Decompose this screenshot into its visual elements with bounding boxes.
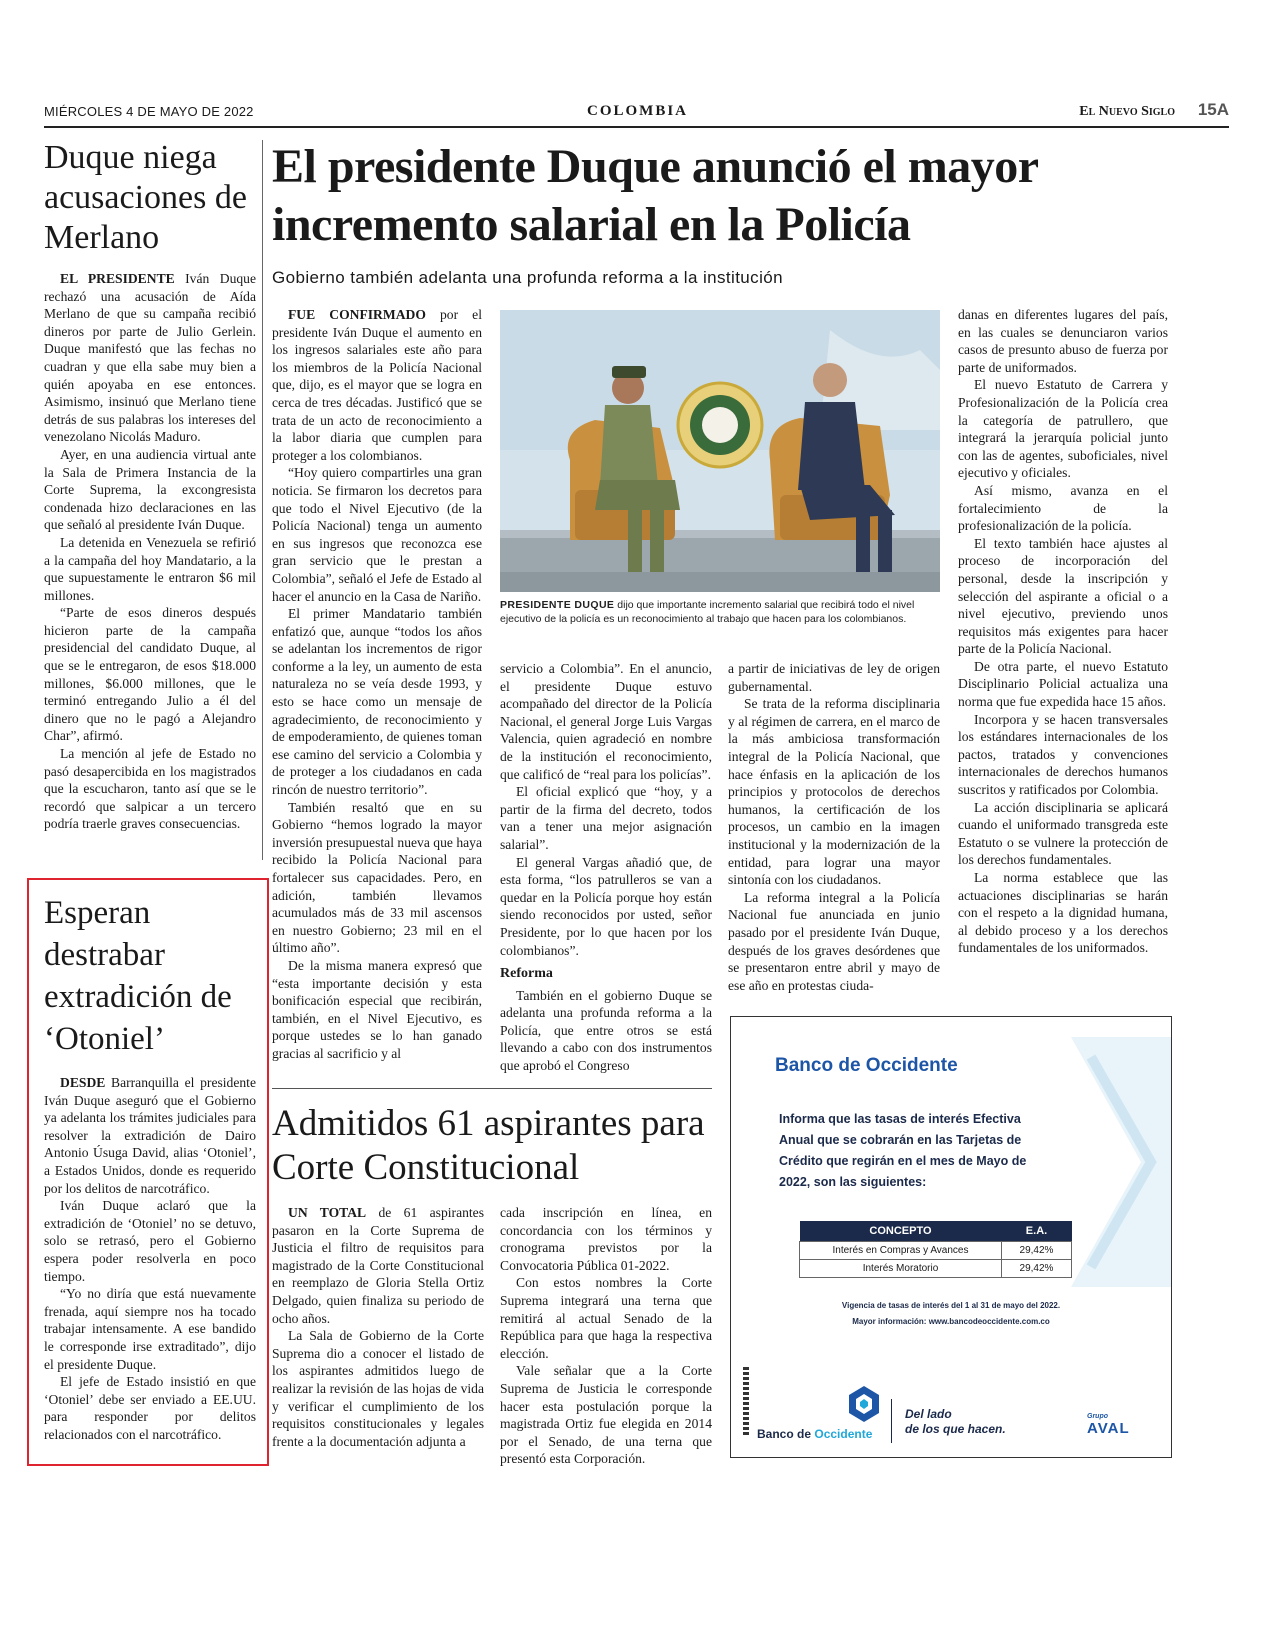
- ad-divider: [891, 1399, 892, 1443]
- ad-brand-title: Banco de Occidente: [775, 1055, 958, 1076]
- ad-footer-brand: Banco de Occidente: [757, 1427, 873, 1441]
- bank-advertisement: [730, 1016, 1172, 1458]
- group-aval-logo: Grupo AVAL: [1087, 1413, 1130, 1437]
- sidebar-story: [44, 138, 256, 833]
- table-header-concept: CONCEPTO: [800, 1221, 1002, 1242]
- photo-illustration: [500, 310, 940, 592]
- sidebar-lead: EL PRESIDENTE: [60, 271, 175, 286]
- column-divider: [262, 140, 263, 860]
- ad-body-text: Informa que las tasas de interés Efectiva Anual que se cobrarán en las Tarjetas de Crédito que regirán en el mes de Mayo de 2022, son las siguientes:: [779, 1112, 1027, 1189]
- table-row: Interés Moratorio 29,42%: [800, 1260, 1072, 1278]
- bank-logo-icon: [847, 1385, 881, 1423]
- main-col-1: FUE CONFIRMADO por el presidente Iván Duque el aumento en los ingresos salariales este año para los miembros de la Policía Nacional que, dijo, es el mayor que se logra en cerca de tres décadas. Justificó que se trata de un acto de reconocimiento a la labor diaria que cumplen para proteger a los colombianos. “Hoy quiero compartirles una gran noticia. Se firmaron los decretos para que todo el Nivel Ejecutivo (de la Policía Nacional) tenga un aumento en sus ingresos que reconozca ese gran servicio que le prestan a Colombia”, señaló el Jefe de Estado al hacer el anuncio en la Casa de Nariño. El primer Mandatario también enfatizó que, aunque “todos los años se adelantan los incrementos de rigor conforme a la ley, un aumento de esta naturaleza no se veía desde 1993, y esto se hace como un mensaje de agradecimiento, de reconocimiento y de empoderamiento, de quienes toman ese camino del servicio a Colombia y de proteger a los ciudadanos en cada rincón de nuestro territorio”. También resaltó que en su Gobierno “hemos logrado la mayor inversión presupuestal nueva que haya recibido la Policía Nacional para fortalecer sus capacidades. Pero, en adición, también llevamos acumulados más de 33 mil ascensos en nuestro Gobierno; 23 mil en el último año”. De la misma manera expresó que “esta importante decisión y esta bonificación especial que recibirán, también, en el Nivel Ejecutivo, es porque ustedes se lo han ganado gracias al sacrificio y al: [272, 307, 482, 1061]
- court-col-2: cada inscripción en línea, en concordancia con los términos y cronograma previstos por la Convocatoria Pública 01-2022. Con estos nombres la Corte Suprema integrará una terna que remitirá al actual Senado de la República para que haga la respectiva elección. Vale señalar que a la Corte Suprema de Justicia le corresponde hacer esta postulación porque la magistrada Ortiz fue elegida en 2014 por el Senado, de una terna que presentó esta Corporación.: [500, 1205, 712, 1467]
- main-col-2: servicio a Colombia”. En el anuncio, el presidente Duque estuvo acompañado del director de la Policía Nacional, el general Jorge Luis Vargas Valencia, quien agradeció en nombre de la institución el reconocimiento, que calificó de “real para los policías”. El oficial explicó que “hoy, y a partir de la firma del decreto, todos van a tener una mejor asignación salarial”. El general Vargas añadió que, de esta forma, “los patrulleros se van a quedar en la Policía porque hoy están siendo reconocidos por usted, señor Presidente, por lo que hacen por los colombianos”. Reforma También en el gobierno Duque se adelanta una profunda reforma a la Policía, que entre otros se está llevando a cabo con dos instrumentos que aprobó el Congreso: [500, 661, 712, 1074]
- court-col-1: UN TOTAL de 61 aspirantes pasaron en la Corte Suprema de Justicia el filtro de requisitos para magistrado de la Corte Constitucional en reemplazo de Gloria Stella Ortiz Delgado, quien finaliza su periodo de ocho años. La Sala de Gobierno de la Corte Suprema dio a conocer el listado de los aspirantes admitidos luego de realizar la revisión de las hojas de vida y verificar el cumplimiento de los requisitos constitucionales y legales frente a la documentación adjunta a: [272, 1205, 485, 1449]
- boxed-body: DESDE Barranquilla el presidente Iván Duque aseguró que el Gobierno ya adelanta los trámites judiciales para resolver la extradición de Dairo Antonio Úsuga David, alias ‘Otoniel’, a Estados Unidos, donde es requerido por los delitos de narcotráfico. Iván Duque aclaró que la extradición de ‘Otoniel’ no se detuvo, solo se retrasó, pero el Gobierno espera poder resolverla en poco tiempo. “Yo no diría que está nuevamente frenada, aquí siempre nos ha tocado trabajar intensamente. A ese bandido le corresponde irse extraditado”, dijo el presidente Duque. El jefe de Estado insistió en que ‘Otoniel’ debe ser enviado a EE.UU. para responder por delitos relacionados con el narcotráfico.: [44, 1075, 256, 1442]
- ad-footnote: Vigencia de tasas de interés del 1 al 31 de mayo del 2022.: [841, 1301, 1061, 1310]
- page-number: 15A: [1197, 100, 1229, 119]
- main-headline: El presidente Duque anunció el mayor incremento salarial en la Policía: [272, 140, 1038, 251]
- section-rule: [272, 1088, 712, 1089]
- boxed-headline: Esperan destrabar extradición de ‘Otoniel’: [44, 895, 232, 1057]
- main-photo: [500, 310, 940, 592]
- boxed-story: [44, 892, 256, 1443]
- main-deck: Gobierno también adelanta una profunda reforma a la institución: [272, 268, 783, 287]
- main-col-4: danas en diferentes lugares del país, en las cuales se denunciaron varios casos de presunto abuso de fuerza por parte de uniformados. El nuevo Estatuto de Carrera y Profesionalización de la Policía crea la categoría de patrullero, que integrará la jerarquía policial junto con las de agentes, suboficiales, nivel ejecutivo y oficiales. Así mismo, avanza en el fortalecimiento de la profesionalización de la policía. El texto también hace ajustes al proceso de incorporación del personal, desde la inscripción y selección del aspirante a oficial o a nivel ejecutivo, previendo unos requisitos más exigentes para hacer parte de la Policía Nacional. De otra parte, el nuevo Estatuto Disciplinario Policial actualiza una norma que fue expedida hace 15 años. Incorpora y se hacen transversales los estándares internacionales de los pactos, tratados y convenciones internacionales de derechos humanos suscritos y ratificados por Colombia. La acción disciplinaria se aplicará cuando el uniformado transgreda este Estatuto o se vulnere la protección de los derechos fundamentales. La norma establece que las actuaciones disciplinarias se harán con el respeto a la dignidad humana, al debido proceso y a los derechos fundamentales de los uniformados.: [958, 307, 1168, 956]
- table-row: Interés en Compras y Avances 29,42%: [800, 1242, 1072, 1260]
- page-date: MIÉRCOLES 4 DE MAYO DE 2022: [44, 104, 254, 119]
- ad-website: Mayor información: www.bancodeoccidente.com.co: [852, 1317, 1050, 1326]
- header-rule: [44, 126, 1229, 128]
- sidebar-body: EL PRESIDENTE Iván Duque rechazó una acusación de Aída Merlano de que su campaña recibió dineros por parte de Julio Gerlein. Duque manifestó que las fechas no cuadran y que ella sabe muy bien a quién apoyaba en ese entonces. Asimismo, insinuó que Merlano tiene detrás de sus palabras los intereses del venezolano Nicolás Maduro. Ayer, en una audiencia virtual ante la Sala de Primera Instancia de la Corte Suprema, la excongresista condenada hizo declaraciones en las que señaló al presidente Iván Duque. La detenida en Venezuela se refirió a la campaña del hoy Mandatario, a la que supuestamente le entraron $6 mil millones. “Parte de esos dineros después hicieron parte de la campaña presidencial del candidato Duque, al que se le entregaron, de esos $18.000 millones, $6.000 millones, que le terminó entregando Julio a él del dinero que no le pagó a Alejandro Char”, afirmó. La mención al jefe de Estado no pasó desapercibida en los magistrados que la escucharon, tanto así que se le recordó que salpicar a un tercero podría traerle graves consecuencias.: [44, 271, 256, 832]
- subhead-reforma: Reforma: [500, 966, 553, 982]
- newspaper-name: El Nuevo Siglo: [1079, 104, 1175, 119]
- court-headline: Admitidos 61 aspirantes para Corte Constitucional: [272, 1103, 705, 1188]
- ad-slogan: Del lado de los que hacen.: [905, 1407, 1006, 1436]
- table-header-ea: E.A.: [1002, 1221, 1072, 1242]
- ad-legal-strip: [743, 1367, 749, 1437]
- photo-caption: PRESIDENTE DUQUE dijo que importante incremento salarial que recibirá todo el nivel ejecutivo de la policía es un reconocimiento al trabajo que hacen para los colombianos.: [500, 599, 915, 625]
- main-col-3: a partir de iniciativas de ley de origen gubernamental. Se trata de la reforma disciplinaria y al régimen de carrera, en el marco de la más ambiciosa transformación integral de la Policía Nacional, que hace énfasis en la aplicación de los principios y protocolos de derechos humanos, la certificación de los procesos, un cambio en la imagen institucional y la modernización de la entidad, para lograr una mayor sintonía con los ciudadanos. La reforma integral a la Policía Nacional fue anunciada en junio pasado por el presidente Iván Duque, después de los graves desórdenes que se presentaron entre abril y mayo de ese año en protestas ciuda-: [728, 661, 940, 993]
- chevron-graphic: [1031, 1037, 1171, 1287]
- sidebar-headline: Duque niega acusaciones de Merlano: [44, 139, 247, 256]
- section-name: COLOMBIA: [586, 103, 688, 119]
